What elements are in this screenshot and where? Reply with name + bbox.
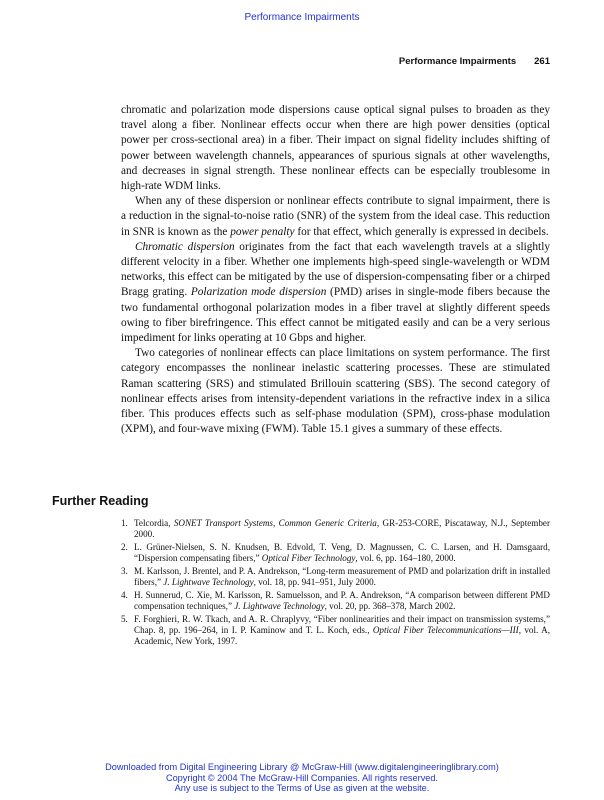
italic-text: power penalty <box>230 225 295 238</box>
reference-item <box>121 614 550 648</box>
text-run: (PMD) arises in single-mode fibers because the two fundamental orthogonal polarization modes in a fiber travel at slightly different speeds owing to fiber birefringence. This effect cannot be mitigated easily and can be a very serious impediment for links operating at 10 Gbps and higher. <box>121 286 550 345</box>
reference-item <box>121 590 550 612</box>
paragraph <box>121 103 550 194</box>
top-link[interactable]: Performance Impairments <box>244 12 360 23</box>
running-head <box>399 56 550 67</box>
body-text <box>121 103 550 437</box>
footer-download-link[interactable]: Downloaded from Digital Engineering Library @ McGraw-Hill (www.digitalengineeringlibrary.com) <box>105 762 499 772</box>
section-heading: Further Reading <box>52 494 149 508</box>
reference-number: 3. <box>121 565 128 576</box>
italic-text: Polarization mode dispersion <box>190 286 327 299</box>
text-run: , vol. 18, pp. 941–951, July 2000. <box>253 577 376 588</box>
text-run: Two categories of nonlinear effects can place limitations on system performance. The first category encompasses the nonlinear inelastic scattering processes. These are stimulated Raman scattering (SRS) and stimulated Brillouin scattering (SBS). The second category of nonlinear effects arises from intensity-dependent variations in the refractive index in a silica fiber. This produces effects such as self-phase modulation (SPM), cross-phase modulation (XPM), and four-wave mixing (FWM). Table 15.1 gives a summary of these effects. <box>121 347 550 436</box>
italic-text: SONET Transport Systems, Common Generic Criteria <box>173 518 377 528</box>
reference-number: 2. <box>121 541 128 552</box>
paragraph <box>121 194 550 240</box>
italic-text: J. Lightwave Technology <box>234 600 325 611</box>
text-run: H. Sunnerud, C. Xie, M. Karlsson, R. Samuelsson, and P. A. Andrekson, “A comparison between different PMD compensation techniques,” <box>134 589 550 611</box>
text-run: originates from the fact that each wavelength travels at a slightly different velocity in a fiber. Whether one implements high-speed single-wavelength or WDM networks, this effect can be mitigated by the use of dispersion-compensating fiber or a chirped Bragg grating. <box>121 240 550 299</box>
page-number: 261 <box>534 56 550 67</box>
text-run: , GR-253-CORE, Piscataway, N.J., September 2000. <box>134 518 550 540</box>
paragraph <box>121 346 550 437</box>
reference-text <box>134 518 550 539</box>
footer-copyright: Copyright © 2004 The McGraw-Hill Companies. All rights reserved. <box>165 772 439 783</box>
italic-text: J. Lightwave Technology <box>163 577 254 588</box>
reference-text <box>134 590 550 611</box>
text-run: for that effect, which generally is expressed in decibels. <box>294 225 549 238</box>
reference-item <box>121 542 550 564</box>
text-run: , vol. 20, pp. 368–378, March 2002. <box>324 600 456 611</box>
text-run: chromatic and polarization mode dispersions cause optical signal pulses to broaden as they travel along a fiber. Nonlinear effects occur when there are high power densities (optical power per cross-sectional area) in a fiber. Their impact on signal fidelity includes shifting of power between wavelength channels, appearances of spurious signals at other wavelengths, and decreases in signal strength. These nonlinear effects can be especially troublesome in high-rate WDM links. <box>121 104 550 193</box>
text-run: When any of these dispersion or nonlinear effects contribute to signal impairment, there is a reduction in the signal-to-noise ratio (SNR) of the system from the ideal case. This reduction in SNR is known as the <box>121 195 550 238</box>
text-run: M. Karlsson, J. Brentel, and P. A. Andrekson, “Long-term measurement of PMD and polarization drift in installed fibers,” <box>134 565 550 588</box>
footer <box>0 762 604 794</box>
text-run: , vol. 6, pp. 164–180, 2000. <box>355 553 456 564</box>
reference-item <box>121 518 550 540</box>
reference-list <box>121 518 550 649</box>
text-run: L. Grüner-Nielsen, S. N. Knudsen, B. Edvold, T. Veng, D. Magnussen, C. C. Larsen, and H. Damsgaard, “Dispersion compensating fibers,” <box>134 541 550 564</box>
reference-text <box>134 614 550 646</box>
reference-text <box>134 542 550 563</box>
text-run: Telcordia, <box>134 518 174 528</box>
running-head-title: Performance Impairments <box>398 56 517 67</box>
text-run: F. Forghieri, R. W. Tkach, and A. R. Chraplyvy, “Fiber nonlinearities and their impact on transmission systems,” Chap. 8, pp. 196–264, in I. P. Kaminow and T. L. Koch, eds., <box>134 613 550 635</box>
reference-item <box>121 566 550 588</box>
italic-text: Optical Fiber Telecommunications—III <box>372 624 519 635</box>
reference-number: 4. <box>121 589 128 600</box>
italic-text: Chromatic dispersion <box>135 240 235 253</box>
reference-number: 5. <box>121 613 128 624</box>
italic-text: Optical Fiber Technology <box>261 553 356 564</box>
reference-number: 1. <box>121 518 128 528</box>
footer-terms-link[interactable]: Any use is subject to the Terms of Use as given at the website. <box>174 783 430 794</box>
text-run: , vol. A, Academic, New York, 1997. <box>134 624 550 647</box>
reference-text <box>134 566 550 587</box>
paragraph <box>121 240 550 346</box>
